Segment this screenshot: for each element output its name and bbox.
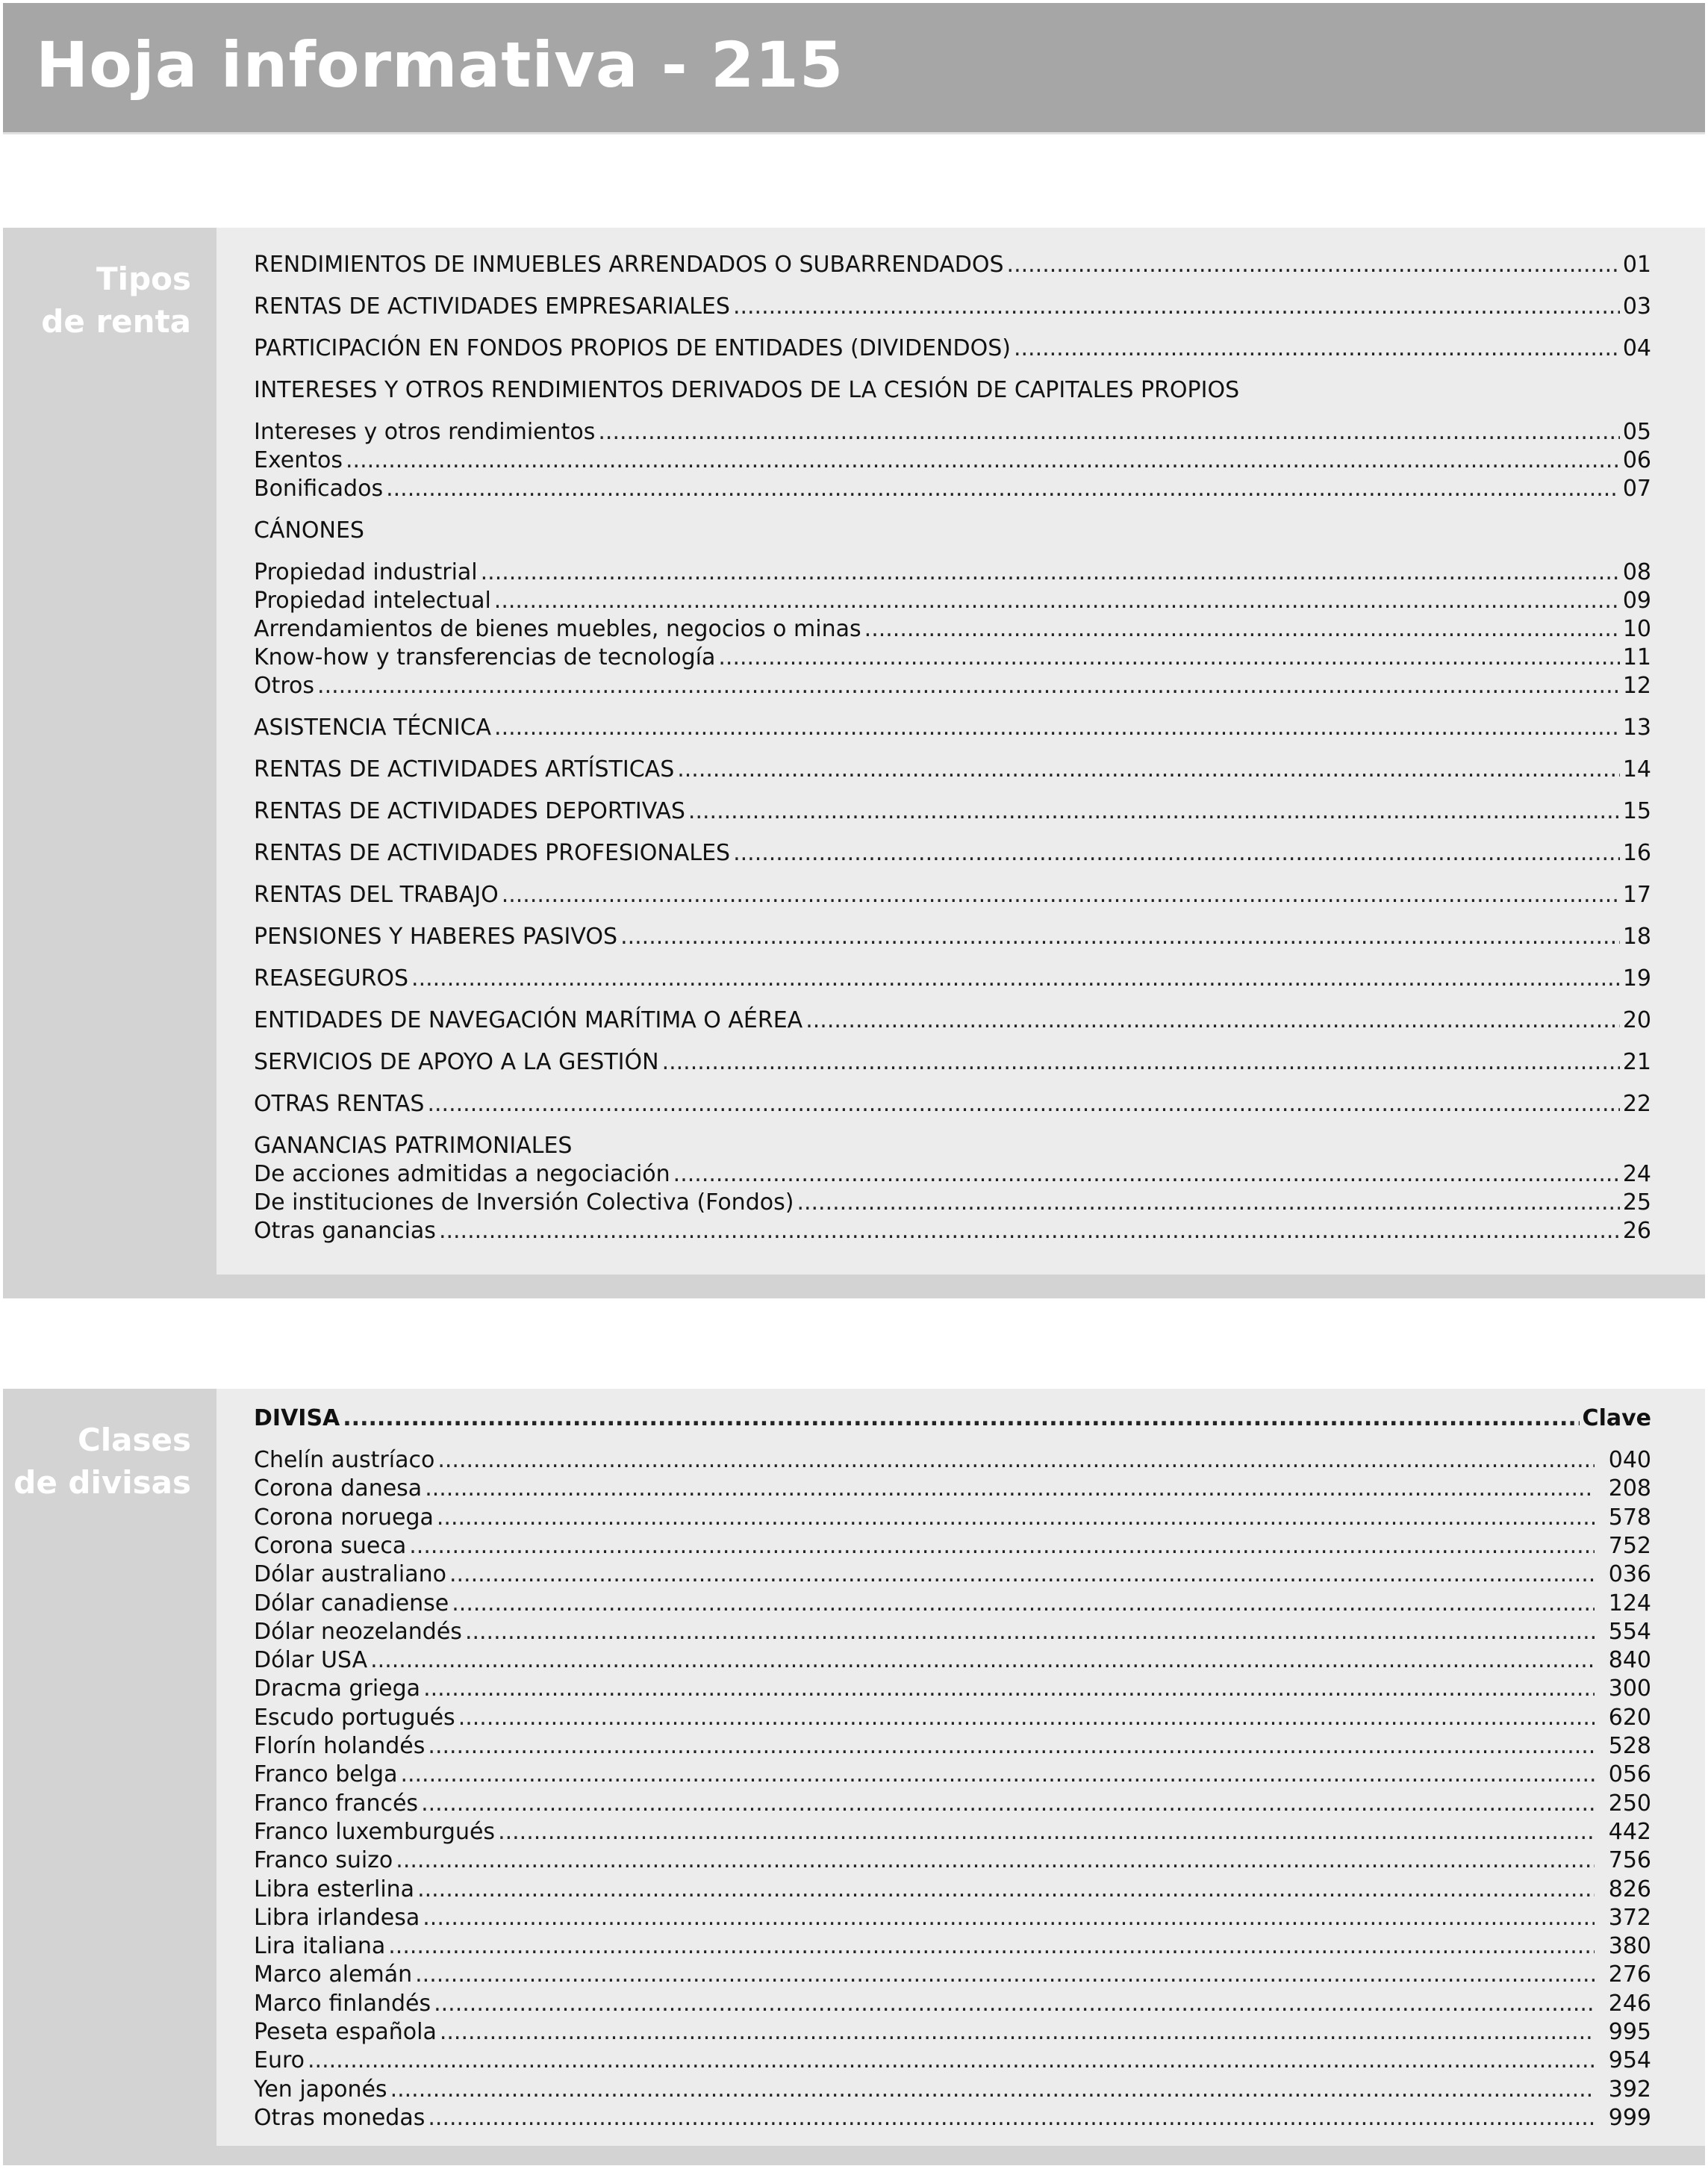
renta-row-code: 11 (1622, 644, 1651, 670)
divisa-row-label: Franco belga (254, 1761, 398, 1788)
divisa-row-code: 056 (1608, 1761, 1651, 1788)
renta-row (254, 1089, 1651, 1119)
leader-dots (677, 755, 1620, 785)
renta-row-label: PENSIONES Y HABERES PASIVOS (254, 924, 618, 950)
divisa-header-label: DIVISA (254, 1405, 340, 1431)
divisa-row-code: 392 (1608, 2076, 1651, 2103)
divisa-row-label: Marco alemán (254, 1961, 413, 1988)
divisa-row-label: Dólar australiano (254, 1561, 446, 1588)
leader-dots (423, 1903, 1595, 1933)
section-label-line: de renta (41, 303, 191, 340)
renta-row (254, 1188, 1651, 1218)
section-label-tipos-de-renta (3, 258, 216, 343)
divisa-row (254, 1932, 1651, 1961)
section-label-clases-de-divisas (3, 1419, 216, 1504)
renta-row (254, 755, 1651, 785)
renta-row (254, 1006, 1651, 1036)
renta-row-label: De instituciones de Inversión Colectiva (Fondos) (254, 1189, 794, 1216)
divisa-row-code: 246 (1608, 1990, 1651, 2017)
renta-row-code: 04 (1622, 335, 1651, 361)
renta-row (254, 671, 1651, 701)
divisa-row-label: Peseta española (254, 2019, 437, 2045)
renta-row-code: 26 (1622, 1218, 1651, 1244)
leader-dots (434, 1989, 1595, 2019)
renta-row (254, 880, 1651, 910)
divisa-row-label: Dólar USA (254, 1647, 368, 1674)
leader-dots (415, 1960, 1595, 1990)
renta-row (254, 1131, 1651, 1161)
renta-row-code: 15 (1622, 798, 1651, 824)
renta-row-label: De acciones admitidas a negociación (254, 1161, 670, 1187)
divisa-row-code: 578 (1608, 1504, 1651, 1531)
leader-dots (452, 1589, 1595, 1619)
divisa-row-code: 276 (1608, 1961, 1651, 1988)
divisa-row (254, 1674, 1651, 1704)
divisa-row (254, 2103, 1651, 2133)
leader-dots (481, 558, 1620, 588)
leader-dots (440, 2017, 1595, 2047)
divisa-row (254, 1560, 1651, 1590)
leader-dots (598, 417, 1619, 447)
section-label-line: de divisas (13, 1464, 191, 1501)
divisa-row-code: 300 (1608, 1675, 1651, 1702)
renta-row (254, 586, 1651, 616)
leader-dots (620, 922, 1620, 952)
leader-dots (662, 1048, 1620, 1077)
title-bar (3, 3, 1705, 134)
divisa-row (254, 1589, 1651, 1619)
divisa-row-code: 756 (1608, 1847, 1651, 1874)
divisa-row-code: 040 (1608, 1447, 1651, 1473)
renta-row-label: Arrendamientos de bienes muebles, negocios o minas (254, 616, 861, 642)
divisa-row-code: 250 (1608, 1790, 1651, 1817)
leader-dots (439, 1216, 1620, 1246)
renta-row-code: 14 (1622, 756, 1651, 782)
divisa-row-label: Chelín austríaco (254, 1447, 435, 1473)
leader-dots (400, 1760, 1595, 1790)
renta-row-code: 16 (1622, 840, 1651, 866)
page-title: Hoja informativa - 215 (36, 28, 844, 102)
leader-dots (437, 1446, 1595, 1475)
renta-row-label: OTRAS RENTAS (254, 1091, 425, 1117)
divisa-row-label: Franco francés (254, 1790, 419, 1817)
renta-row (254, 446, 1651, 476)
leader-dots (427, 1089, 1619, 1119)
leader-dots (396, 1846, 1595, 1876)
renta-row (254, 964, 1651, 994)
renta-row-label: Otras ganancias (254, 1218, 436, 1244)
divisa-row (254, 1531, 1651, 1561)
renta-row (254, 558, 1651, 588)
divisa-row (254, 1989, 1651, 2019)
divisa-row-label: Yen japonés (254, 2076, 387, 2103)
renta-row (254, 614, 1651, 644)
divisa-row (254, 2046, 1651, 2076)
renta-row-label: GANANCIAS PATRIMONIALES (254, 1133, 573, 1159)
renta-row (254, 643, 1651, 673)
leader-dots (386, 474, 1620, 504)
renta-row-label: RENDIMIENTOS DE INMUEBLES ARRENDADOS O SUBARRENDADOS (254, 252, 1004, 278)
leader-dots (409, 1531, 1595, 1561)
divisa-row-code: 995 (1608, 2019, 1651, 2045)
leader-dots (343, 1404, 1579, 1434)
renta-row (254, 1160, 1651, 1189)
renta-row-code: 17 (1622, 882, 1651, 908)
renta-row (254, 474, 1651, 504)
renta-row-code: 18 (1622, 924, 1651, 950)
divisa-row-label: Florín holandés (254, 1733, 426, 1759)
divisa-row (254, 1817, 1651, 1847)
divisa-row-label: Euro (254, 2047, 305, 2074)
renta-row-label: Propiedad intelectual (254, 588, 491, 614)
leader-dots (437, 1503, 1595, 1533)
renta-row (254, 516, 1651, 546)
divisa-row-code: 380 (1608, 1933, 1651, 1960)
tipos-de-renta-section (3, 228, 1705, 1298)
renta-row-label: CÁNONES (254, 517, 364, 544)
renta-row-code: 01 (1622, 252, 1651, 278)
divisa-row (254, 1446, 1651, 1475)
leader-dots (425, 1474, 1595, 1504)
renta-row-label: REASEGUROS (254, 965, 409, 992)
renta-row-label: Otros (254, 673, 315, 699)
divisa-row (254, 1846, 1651, 1876)
renta-row-label: RENTAS DE ACTIVIDADES PROFESIONALES (254, 840, 731, 866)
renta-row (254, 713, 1651, 743)
renta-row-code: 08 (1622, 559, 1651, 585)
leader-dots (733, 292, 1620, 322)
renta-row-code: 21 (1622, 1049, 1651, 1075)
tipos-de-renta-panel (216, 228, 1705, 1275)
renta-row (254, 797, 1651, 827)
leader-dots (308, 2046, 1595, 2076)
divisa-row-label: Escudo portugués (254, 1704, 455, 1731)
divisa-row (254, 1646, 1651, 1675)
leader-dots (411, 964, 1620, 994)
divisa-row-code: 954 (1608, 2047, 1651, 2074)
renta-row-label: Propiedad industrial (254, 559, 478, 585)
renta-row (254, 376, 1651, 405)
renta-row-label: SERVICIOS DE APOYO A LA GESTIÓN (254, 1049, 659, 1075)
divisa-row-code: 840 (1608, 1647, 1651, 1674)
renta-row (254, 838, 1651, 868)
divisa-header-row (254, 1404, 1651, 1434)
renta-row-code: 05 (1622, 419, 1651, 445)
divisa-row-code: 208 (1608, 1475, 1651, 1502)
divisa-row-code: 372 (1608, 1904, 1651, 1931)
divisa-row (254, 1503, 1651, 1533)
leader-dots (417, 1875, 1595, 1905)
divisa-row (254, 1703, 1651, 1733)
renta-row-code: 10 (1622, 616, 1651, 642)
divisa-row-code: 620 (1608, 1704, 1651, 1731)
leader-dots (718, 643, 1619, 673)
renta-row-code: 06 (1622, 447, 1651, 473)
renta-row-code: 07 (1622, 476, 1651, 502)
renta-row-code: 12 (1622, 673, 1651, 699)
renta-row-label: ASISTENCIA TÉCNICA (254, 715, 492, 741)
renta-row-code: 25 (1622, 1189, 1651, 1216)
divisa-row-code: 528 (1608, 1733, 1651, 1759)
renta-row-label: INTERESES Y OTROS RENDIMIENTOS DERIVADOS DE LA CESIÓN DE CAPITALES PROPIOS (254, 377, 1240, 403)
divisa-row (254, 1875, 1651, 1905)
leader-dots (317, 671, 1620, 701)
renta-row (254, 250, 1651, 280)
divisa-row-label: Corona noruega (254, 1504, 434, 1531)
renta-row-label: Know-how y transferencias de tecnología (254, 644, 716, 670)
clases-de-divisas-panel (216, 1389, 1705, 2146)
leader-dots (370, 1646, 1595, 1675)
renta-row-code: 22 (1622, 1091, 1651, 1117)
clases-de-divisas-section (3, 1389, 1705, 2165)
divisa-row (254, 1789, 1651, 1819)
renta-row-label: RENTAS DEL TRABAJO (254, 882, 499, 908)
leader-dots (423, 1674, 1595, 1704)
renta-row-label: Intereses y otros rendimientos (254, 419, 596, 445)
divisa-row-label: Otras monedas (254, 2104, 426, 2131)
renta-row (254, 922, 1651, 952)
leader-dots (388, 1932, 1595, 1961)
divisa-row (254, 1731, 1651, 1761)
renta-row-label: RENTAS DE ACTIVIDADES DEPORTIVAS (254, 798, 685, 824)
leader-dots (673, 1160, 1620, 1189)
divisa-row-label: Franco luxemburgués (254, 1818, 496, 1845)
divisa-row (254, 1474, 1651, 1504)
divisa-row-code: 124 (1608, 1590, 1651, 1616)
divisa-row (254, 2017, 1651, 2047)
divisa-row-code: 442 (1608, 1818, 1651, 1845)
leader-dots (449, 1560, 1595, 1590)
divisa-row-code: 826 (1608, 1876, 1651, 1902)
leader-dots (428, 2103, 1595, 2133)
renta-row-label: RENTAS DE ACTIVIDADES ARTÍSTICAS (254, 756, 675, 782)
leader-dots (498, 1817, 1595, 1847)
divisa-row (254, 1760, 1651, 1790)
divisa-row-label: Dólar canadiense (254, 1590, 449, 1616)
leader-dots (733, 838, 1620, 868)
divisa-row-label: Corona sueca (254, 1532, 407, 1559)
divisa-row-code: 999 (1608, 2104, 1651, 2131)
renta-row-label: RENTAS DE ACTIVIDADES EMPRESARIALES (254, 293, 730, 320)
section-label-line: Clases (77, 1422, 191, 1458)
leader-dots (797, 1188, 1619, 1218)
leader-dots (688, 797, 1620, 827)
renta-row-label: PARTICIPACIÓN EN FONDOS PROPIOS DE ENTIDADES (DIVIDENDOS) (254, 335, 1011, 361)
divisa-row-label: Dracma griega (254, 1675, 421, 1702)
divisa-row (254, 1617, 1651, 1647)
divisa-row (254, 1960, 1651, 1990)
divisa-row-label: Libra esterlina (254, 1876, 415, 1902)
renta-row-code: 09 (1622, 588, 1651, 614)
leader-dots (390, 2075, 1595, 2105)
divisa-row-label: Corona danesa (254, 1475, 423, 1502)
renta-row-label: Exentos (254, 447, 343, 473)
leader-dots (502, 880, 1620, 910)
renta-row-code: 19 (1622, 965, 1651, 992)
renta-row-label: Bonificados (254, 476, 384, 502)
leader-dots (494, 713, 1620, 743)
divisa-row-code: 554 (1608, 1618, 1651, 1645)
leader-dots (458, 1703, 1595, 1733)
divisa-row (254, 1903, 1651, 1933)
divisa-row (254, 2075, 1651, 2105)
divisa-row-code: 752 (1608, 1532, 1651, 1559)
renta-row (254, 1048, 1651, 1077)
divisa-header-code: Clave (1582, 1405, 1651, 1431)
divisa-row-label: Marco finlandés (254, 1990, 431, 2017)
renta-row (254, 334, 1651, 364)
leader-dots (346, 446, 1620, 476)
divisa-row-label: Dólar neozelandés (254, 1618, 462, 1645)
renta-row (254, 1216, 1651, 1246)
section-label-line: Tipos (96, 261, 191, 297)
leader-dots (1007, 250, 1620, 280)
leader-dots (465, 1617, 1595, 1647)
leader-dots (428, 1731, 1595, 1761)
leader-dots (864, 614, 1620, 644)
renta-row-code: 13 (1622, 715, 1651, 741)
renta-row-code: 24 (1622, 1161, 1651, 1187)
leader-dots (421, 1789, 1595, 1819)
leader-dots (1014, 334, 1620, 364)
renta-row-label: ENTIDADES DE NAVEGACIÓN MARÍTIMA O AÉREA (254, 1007, 803, 1033)
renta-row-code: 03 (1622, 293, 1651, 320)
renta-row-code: 20 (1622, 1007, 1651, 1033)
divisa-row-label: Lira italiana (254, 1933, 386, 1960)
divisa-row-label: Libra irlandesa (254, 1904, 420, 1931)
renta-row (254, 292, 1651, 322)
divisa-row-label: Franco suizo (254, 1847, 393, 1874)
leader-dots (805, 1006, 1620, 1036)
leader-dots (494, 586, 1620, 616)
divisa-row-code: 036 (1608, 1561, 1651, 1588)
renta-row (254, 417, 1651, 447)
